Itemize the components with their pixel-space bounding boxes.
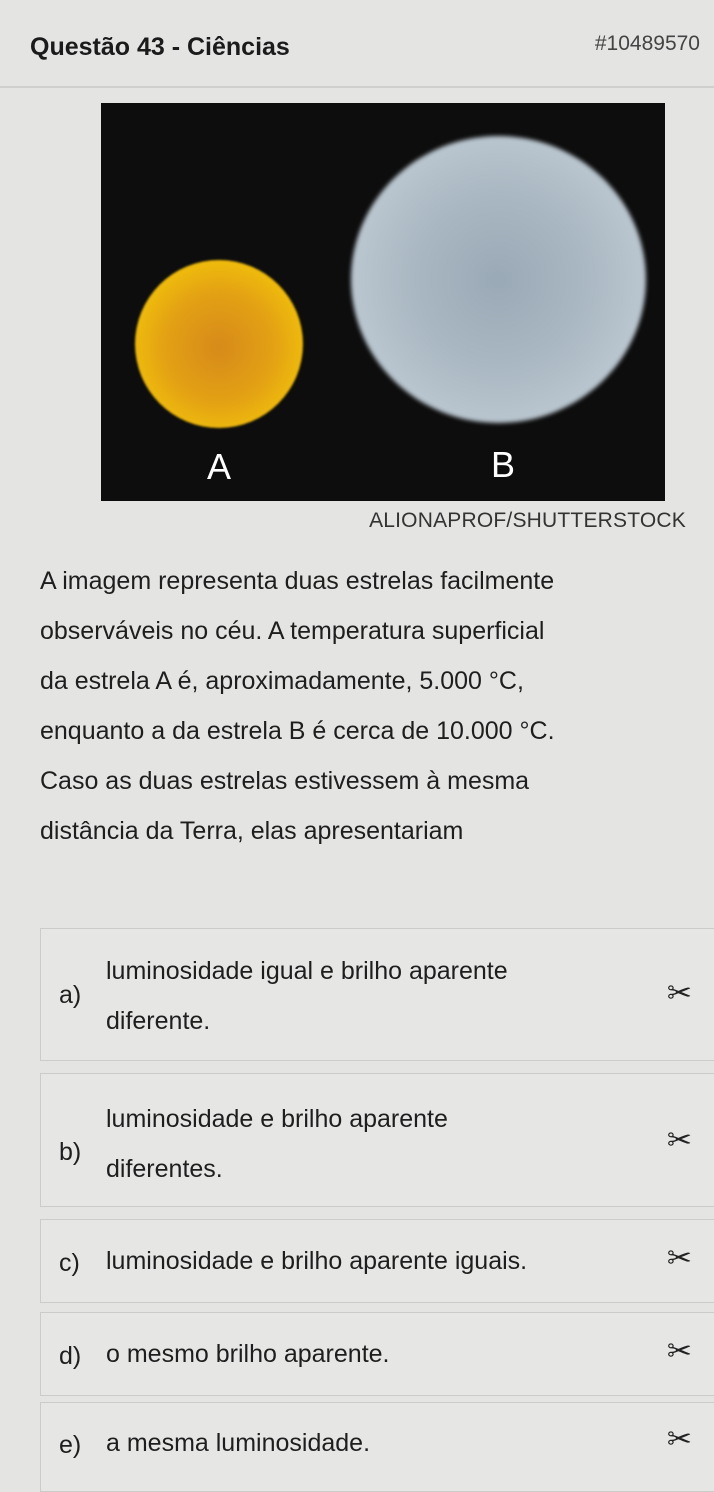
question-stem — [40, 556, 680, 856]
option-c-letter: c) — [59, 1249, 80, 1277]
scissors-icon[interactable]: ✂ — [666, 1423, 692, 1456]
option-b[interactable] — [40, 1073, 714, 1207]
option-a-line: diferente. — [106, 1007, 211, 1035]
question-id: #10489570 — [594, 32, 700, 55]
option-a-text — [106, 946, 626, 1046]
option-b-line: diferentes. — [106, 1155, 223, 1183]
option-e-text — [106, 1418, 626, 1468]
star-b-label: B — [491, 444, 516, 485]
scissors-icon[interactable]: ✂ — [666, 977, 692, 1010]
option-d-line: o mesmo brilho aparente. — [106, 1340, 390, 1368]
option-b-letter: b) — [59, 1138, 82, 1166]
stem-line: Caso as duas estrelas estivessem à mesma — [40, 767, 530, 795]
option-c[interactable] — [40, 1219, 714, 1303]
option-a-line: luminosidade igual e brilho aparente — [106, 957, 508, 985]
option-a[interactable] — [40, 928, 714, 1061]
stem-line: observáveis no céu. A temperatura superficial — [40, 617, 545, 645]
stem-line: A imagem representa duas estrelas facilmente — [40, 567, 555, 595]
image-credit: ALIONAPROF/SHUTTERSTOCK — [369, 509, 686, 532]
scissors-icon[interactable]: ✂ — [666, 1242, 692, 1275]
stars-figure — [101, 103, 665, 501]
star-a-image — [135, 260, 303, 428]
star-b-image — [351, 136, 646, 423]
option-d[interactable] — [40, 1312, 714, 1396]
option-c-line: luminosidade e brilho aparente iguais. — [106, 1247, 528, 1275]
question-header — [0, 0, 714, 88]
stem-line: da estrela A é, aproximadamente, 5.000 °C, — [40, 667, 524, 695]
scissors-icon[interactable]: ✂ — [666, 1124, 692, 1157]
option-d-text — [106, 1329, 626, 1379]
star-a-label: A — [207, 446, 232, 487]
option-a-letter: a) — [59, 981, 82, 1009]
option-b-line: luminosidade e brilho aparente — [106, 1105, 448, 1133]
question-title: Questão 43 - Ciências — [30, 33, 290, 61]
option-d-letter: d) — [59, 1342, 82, 1370]
stem-line: distância da Terra, elas apresentariam — [40, 817, 464, 845]
option-e-line: a mesma luminosidade. — [106, 1429, 371, 1457]
stem-line: enquanto a da estrela B é cerca de 10.000 °C. — [40, 717, 555, 745]
option-e-letter: e) — [59, 1431, 82, 1459]
scissors-icon[interactable]: ✂ — [666, 1335, 692, 1368]
option-c-text — [106, 1236, 666, 1286]
option-b-text — [106, 1094, 626, 1194]
